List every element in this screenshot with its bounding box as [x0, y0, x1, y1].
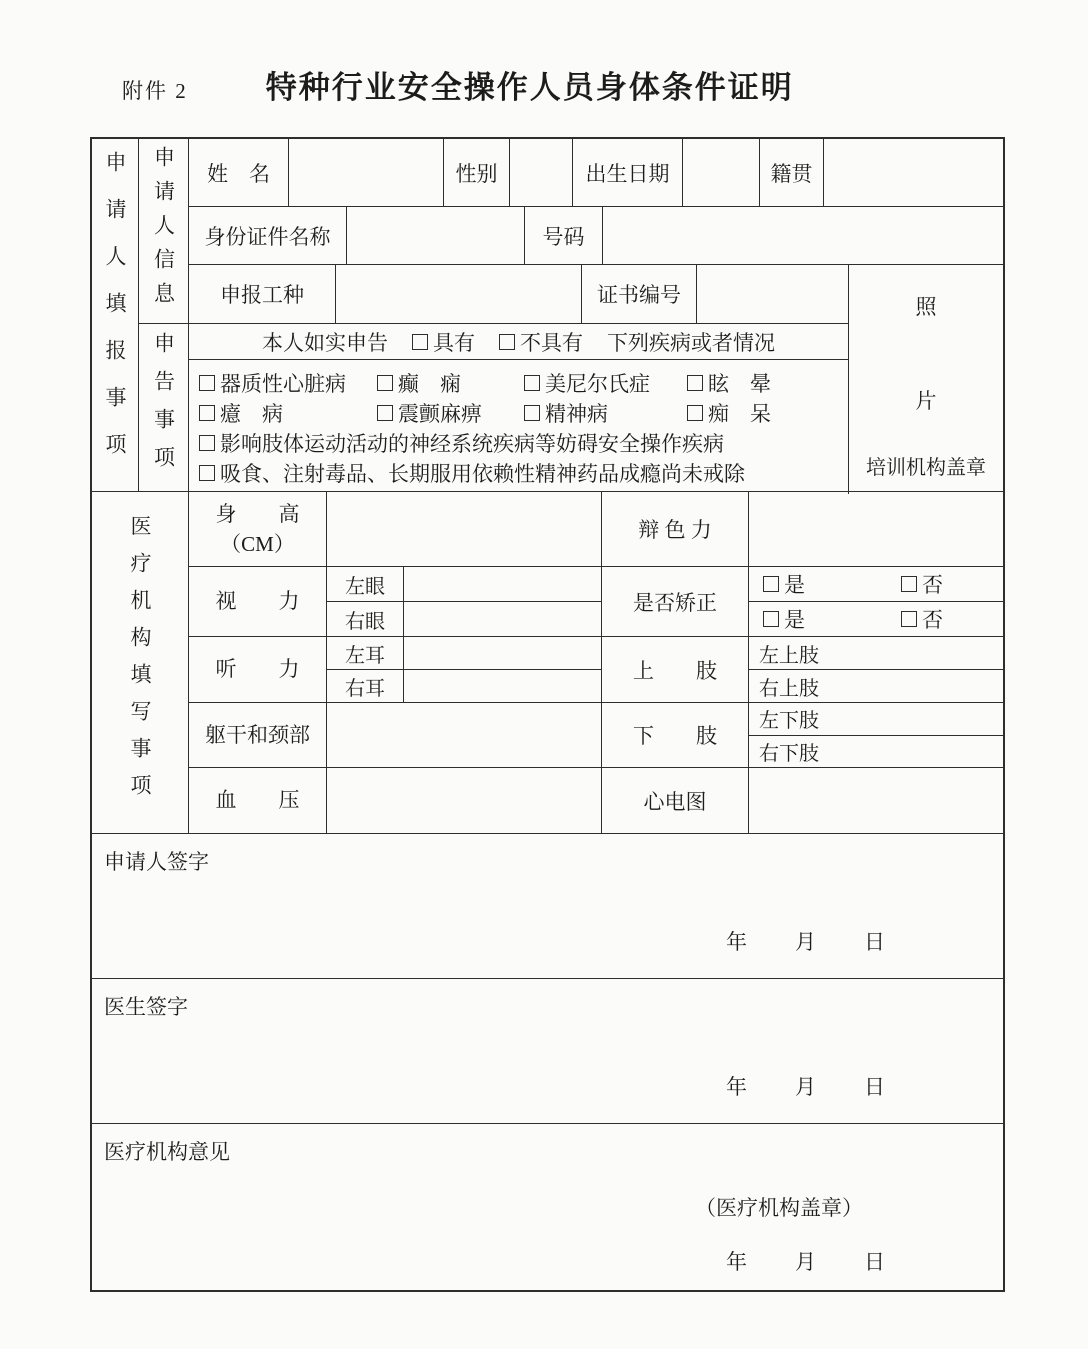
birth-date-label: 出生日期	[573, 139, 683, 206]
trunk-field[interactable]	[327, 703, 602, 767]
menieres-checkbox[interactable]	[524, 375, 540, 391]
ecg-label: 心电图	[602, 768, 749, 833]
yes-label-2: 是	[784, 608, 805, 632]
disease-checklist	[189, 360, 848, 494]
id-doc-name-label: 身份证件名称	[189, 207, 347, 264]
blood-pressure-field[interactable]	[327, 768, 602, 833]
blood-pressure-label: 血 压	[189, 768, 327, 833]
declaration-option-have	[412, 327, 475, 357]
applicant-section-side-label: 申请人填报事项	[92, 139, 139, 491]
applicant-signature-label: 申请人签字	[104, 850, 209, 874]
color-vision-label: 辩 色 力	[602, 492, 749, 566]
applicant-subsection-labels	[139, 139, 189, 491]
vision-subfields	[327, 567, 602, 636]
not-have-label: 不具有	[520, 330, 583, 355]
left-eye-label: 左眼	[327, 567, 404, 601]
left-lower-limb-label: 左下肢	[759, 710, 819, 733]
epilepsy-label: 癫 痫	[398, 372, 461, 396]
disease-nervous-system	[199, 428, 848, 458]
row-hearing-upperlimb	[189, 637, 1003, 703]
height-label	[189, 492, 327, 566]
no-label-2: 否	[922, 608, 943, 632]
upper-limb-label: 上 肢	[602, 637, 749, 702]
applicant-section	[92, 139, 1003, 492]
no-label-1: 否	[922, 573, 943, 597]
yes-label-1: 是	[784, 573, 805, 597]
right-ear-field[interactable]	[404, 670, 601, 702]
organic-heart-checkbox[interactable]	[199, 375, 215, 391]
row-height-colorvision	[189, 492, 1003, 567]
applicant-fields-area	[189, 139, 1003, 491]
hysteria-checkbox[interactable]	[199, 405, 215, 421]
lower-limb-label: 下 肢	[602, 703, 749, 767]
left-lower-limb-field[interactable]	[749, 703, 1003, 736]
photo-char-1: 照	[915, 295, 937, 319]
photo-char-2: 片	[915, 389, 937, 413]
parkinsonism-label: 震颤麻痹	[398, 402, 482, 426]
id-doc-name-field[interactable]	[347, 207, 525, 264]
row-work-type	[189, 265, 848, 324]
right-ear-row	[327, 670, 601, 702]
applicant-info-side-label: 申请人信息	[139, 139, 188, 324]
disease-parkinsonism	[377, 398, 524, 428]
declaration-side-label: 申告事项	[151, 331, 176, 484]
row-vision-corrected	[189, 567, 1003, 637]
vertigo-label: 眩 晕	[708, 372, 771, 396]
org-opinion-date: 年 月 日	[726, 1250, 887, 1274]
disease-mental-illness	[524, 398, 687, 428]
doctor-signature-date: 年 月 日	[726, 1075, 887, 1099]
right-eye-label: 右眼	[327, 602, 404, 636]
left-ear-row	[327, 637, 601, 670]
mental-illness-label: 精神病	[545, 402, 608, 426]
work-type-field[interactable]	[336, 265, 582, 323]
lower-limb-fields	[749, 703, 1003, 767]
worktype-declaration-left	[189, 265, 848, 494]
disease-row-1	[199, 368, 848, 398]
certificate-form-table	[90, 137, 1005, 1292]
left-upper-limb-field[interactable]	[749, 637, 1003, 670]
left-ear-field[interactable]	[404, 637, 601, 669]
disease-dementia	[687, 398, 848, 428]
left-eye-row	[327, 567, 601, 602]
native-place-label: 籍贯	[760, 139, 824, 206]
id-number-label: 号码	[525, 207, 603, 264]
right-ear-label: 右耳	[327, 670, 404, 702]
declaration-prefix: 本人如实申告	[262, 330, 388, 355]
applicant-signature-area[interactable]	[92, 834, 1003, 979]
mental-illness-checkbox[interactable]	[524, 405, 540, 421]
worktype-declaration-wrap	[189, 265, 1003, 494]
gender-label: 性别	[444, 139, 510, 206]
corrected-no-checkbox-2[interactable]	[901, 611, 917, 627]
left-eye-field[interactable]	[404, 567, 601, 601]
vertigo-checkbox[interactable]	[687, 375, 703, 391]
dementia-checkbox[interactable]	[687, 405, 703, 421]
right-eye-row	[327, 602, 601, 636]
corrected-options	[749, 567, 1003, 636]
corrected-yes-checkbox-1[interactable]	[763, 576, 779, 592]
not-have-checkbox[interactable]	[499, 334, 515, 350]
nervous-system-label: 影响肢体运动活动的神经系统疾病等妨碍安全操作疾病	[220, 432, 724, 456]
parkinsonism-checkbox[interactable]	[377, 405, 393, 421]
corrected-row-left-eye	[749, 567, 1003, 602]
id-number-field[interactable]	[603, 207, 1003, 264]
left-ear-label: 左耳	[327, 637, 404, 669]
right-upper-limb-label: 右上肢	[759, 677, 819, 700]
row-bp-ecg	[189, 768, 1003, 833]
applicant-signature-date: 年 月 日	[726, 930, 887, 954]
corrected-no-option-2	[901, 604, 943, 634]
right-lower-limb-label: 右下肢	[759, 742, 819, 765]
height-label-line2: （CM）	[220, 532, 295, 556]
vision-label: 视 力	[189, 567, 327, 636]
cert-number-label: 证书编号	[582, 265, 697, 323]
disease-vertigo	[687, 368, 848, 398]
color-vision-field[interactable]	[749, 492, 1003, 566]
row-id-document	[189, 207, 1003, 265]
gender-field[interactable]	[510, 139, 573, 206]
work-type-label: 申报工种	[189, 265, 336, 323]
disease-row-2	[199, 398, 848, 428]
birth-date-field[interactable]	[683, 139, 760, 206]
org-opinion-area[interactable]	[92, 1124, 1003, 1290]
height-field[interactable]	[327, 492, 602, 566]
photo-area[interactable]	[848, 265, 1003, 494]
right-lower-limb-field[interactable]	[749, 736, 1003, 768]
hearing-subfields	[327, 637, 602, 702]
native-place-field[interactable]	[824, 139, 1003, 206]
cert-number-field[interactable]	[697, 265, 848, 323]
medical-section	[92, 492, 1003, 834]
medical-section-side-label: 医疗机构填写事项	[92, 492, 189, 833]
name-label: 姓 名	[189, 139, 289, 206]
declaration-header-row	[189, 324, 848, 360]
organic-heart-label: 器质性心脏病	[220, 372, 346, 396]
name-field[interactable]	[289, 139, 444, 206]
row-name-gender-birth	[189, 139, 1003, 207]
corrected-row-right-eye	[749, 602, 1003, 636]
disease-epilepsy	[377, 368, 524, 398]
training-org-stamp-label: 培训机构盖章	[866, 457, 986, 479]
height-label-line1: 身 高	[215, 501, 300, 526]
have-label: 具有	[433, 330, 475, 355]
drug-addiction-checkbox[interactable]	[199, 465, 215, 481]
right-upper-limb-field[interactable]	[749, 670, 1003, 702]
disease-organic-heart	[199, 368, 377, 398]
disease-drug-addiction	[199, 458, 848, 488]
ecg-field[interactable]	[749, 768, 1003, 833]
right-eye-field[interactable]	[404, 602, 601, 636]
corrected-yes-option-1	[763, 569, 805, 599]
document-header	[122, 62, 794, 107]
page-title: 特种行业安全操作人员身体条件证明	[265, 70, 794, 105]
dementia-label: 痴 呆	[708, 402, 771, 426]
disease-menieres	[524, 368, 687, 398]
left-upper-limb-label: 左上肢	[759, 644, 819, 667]
declaration-suffix: 下列疾病或者情况	[607, 330, 775, 355]
corrected-label: 是否矫正	[602, 567, 749, 636]
corrected-yes-option-2	[763, 604, 805, 634]
org-opinion-label: 医疗机构意见	[104, 1140, 230, 1164]
medical-fields-area	[189, 492, 1003, 833]
nervous-system-checkbox[interactable]	[199, 435, 215, 451]
disease-hysteria	[199, 398, 377, 428]
upper-limb-fields	[749, 637, 1003, 702]
doctor-signature-label: 医生签字	[104, 995, 188, 1019]
declaration-option-not-have	[499, 327, 583, 357]
corrected-yes-checkbox-2[interactable]	[763, 611, 779, 627]
row-trunk-lowerlimb	[189, 703, 1003, 768]
doctor-signature-area[interactable]	[92, 979, 1003, 1124]
menieres-label: 美尼尔氏症	[545, 372, 650, 396]
epilepsy-checkbox[interactable]	[377, 375, 393, 391]
drug-addiction-label: 吸食、注射毒品、长期服用依赖性精神药品成瘾尚未戒除	[220, 462, 745, 486]
corrected-no-checkbox-1[interactable]	[901, 576, 917, 592]
attachment-label: 附件 2	[122, 79, 188, 103]
org-stamp-label: （医疗机构盖章）	[695, 1196, 863, 1220]
corrected-no-option-1	[901, 569, 943, 599]
trunk-label: 躯干和颈部	[189, 703, 327, 767]
have-checkbox[interactable]	[412, 334, 428, 350]
hysteria-label: 癔 病	[220, 402, 283, 426]
hearing-label: 听 力	[189, 637, 327, 702]
